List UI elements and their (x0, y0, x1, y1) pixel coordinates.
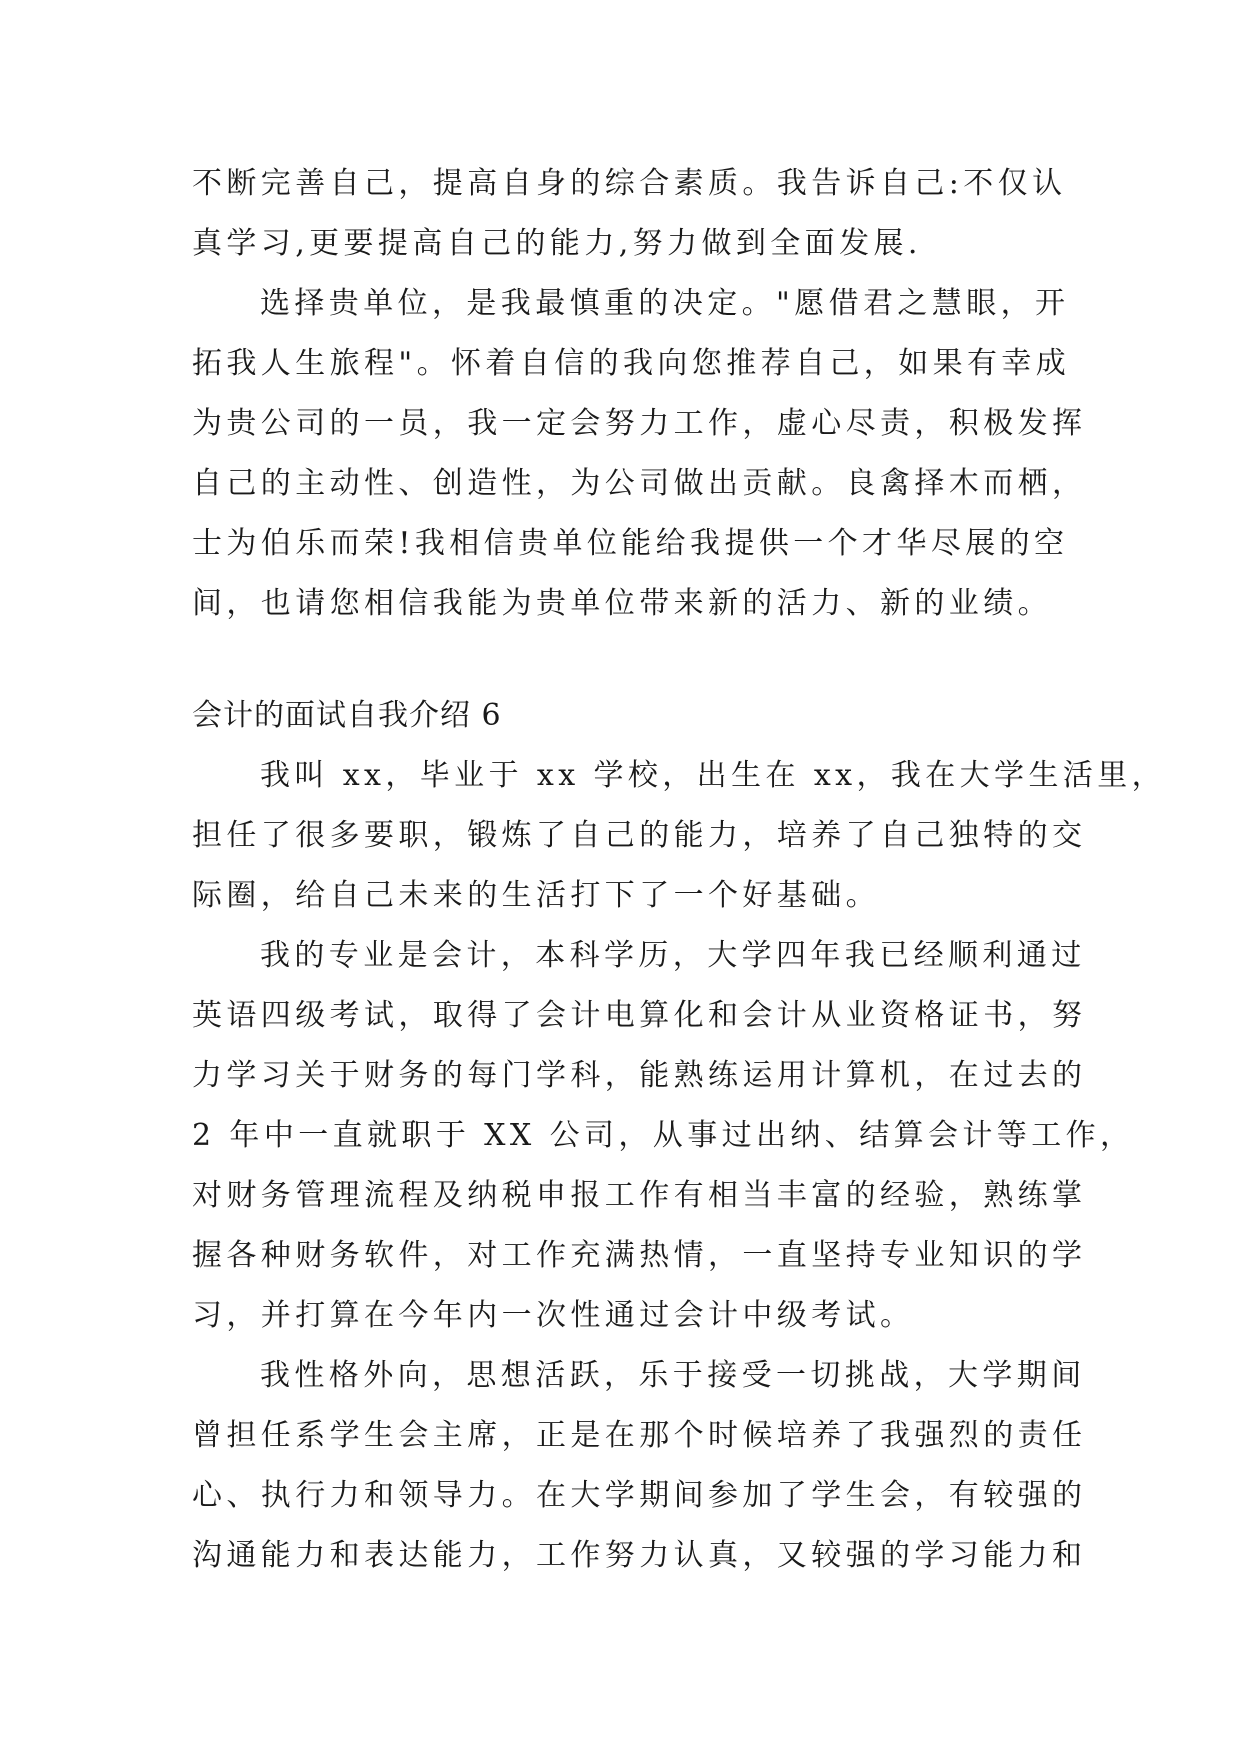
paragraph (192, 926, 1135, 1346)
text-line: 我叫 xx，毕业于 xx 学校，出生在 xx，我在大学生活里， (260, 758, 1167, 793)
text-line: 我性格外向，思想活跃，乐于接受一切挑战，大学期间 (260, 1358, 1086, 1393)
text-line: 担任了很多要职，锻炼了自己的能力，培养了自己独特的交 (192, 818, 1087, 853)
text-line: 士为伯乐而荣!我相信贵单位能给我提供一个才华尽展的空 (192, 526, 1069, 561)
text-line: 为贵公司的一员，我一定会努力工作，虚心尽责，积极发挥 (192, 406, 1087, 441)
text-line: 英语四级考试，取得了会计电算化和会计从业资格证书，努 (192, 998, 1087, 1033)
paragraph (192, 154, 1072, 274)
text-line: 际圈，给自己未来的生活打下了一个好基础。 (192, 878, 880, 913)
text-line: 间，也请您相信我能为贵单位带来新的活力、新的业绩。 (192, 586, 1052, 621)
text-line: 沟通能力和表达能力，工作努力认真，又较强的学习能力和 (192, 1538, 1087, 1573)
text-line: 习，并打算在今年内一次性通过会计中级考试。 (192, 1298, 915, 1333)
text-line: 2 年中一直就职于 XX 公司，从事过出纳、结算会计等工作， (192, 1118, 1135, 1153)
text-line: 自己的主动性、创造性，为公司做出贡献。良禽择木而栖， (192, 466, 1087, 501)
text-line: 握各种财务软件，对工作充满热情，一直坚持专业知识的学 (192, 1238, 1087, 1273)
paragraph (192, 746, 1167, 926)
text-line: 曾担任系学生会主席，正是在那个时候培养了我强烈的责任 (192, 1418, 1087, 1453)
text-line: 选择贵单位，是我最慎重的决定。"愿借君之慧眼，开 (260, 286, 1070, 321)
text-line: 我的专业是会计，本科学历，大学四年我已经顺利通过 (260, 938, 1086, 973)
text-line: 心、执行力和领导力。在大学期间参加了学生会，有较强的 (192, 1478, 1087, 1513)
paragraph (192, 274, 1087, 634)
section-heading: 会计的面试自我介绍 6 (192, 698, 502, 733)
text-line: 不断完善自己，提高自身的综合素质。我告诉自己:不仅认 (192, 166, 1067, 201)
text-line: 真学习,更要提高自己的能力,努力做到全面发展. (192, 226, 922, 261)
document-page (192, 154, 1167, 1586)
text-line: 对财务管理流程及纳税申报工作有相当丰富的经验，熟练掌 (192, 1178, 1087, 1213)
text-line: 力学习关于财务的每门学科，能熟练运用计算机，在过去的 (192, 1058, 1087, 1093)
section-spacer (192, 634, 1072, 686)
text-line: 拓我人生旅程"。怀着自信的我向您推荐自己，如果有幸成 (192, 346, 1071, 381)
paragraph (192, 1346, 1087, 1586)
